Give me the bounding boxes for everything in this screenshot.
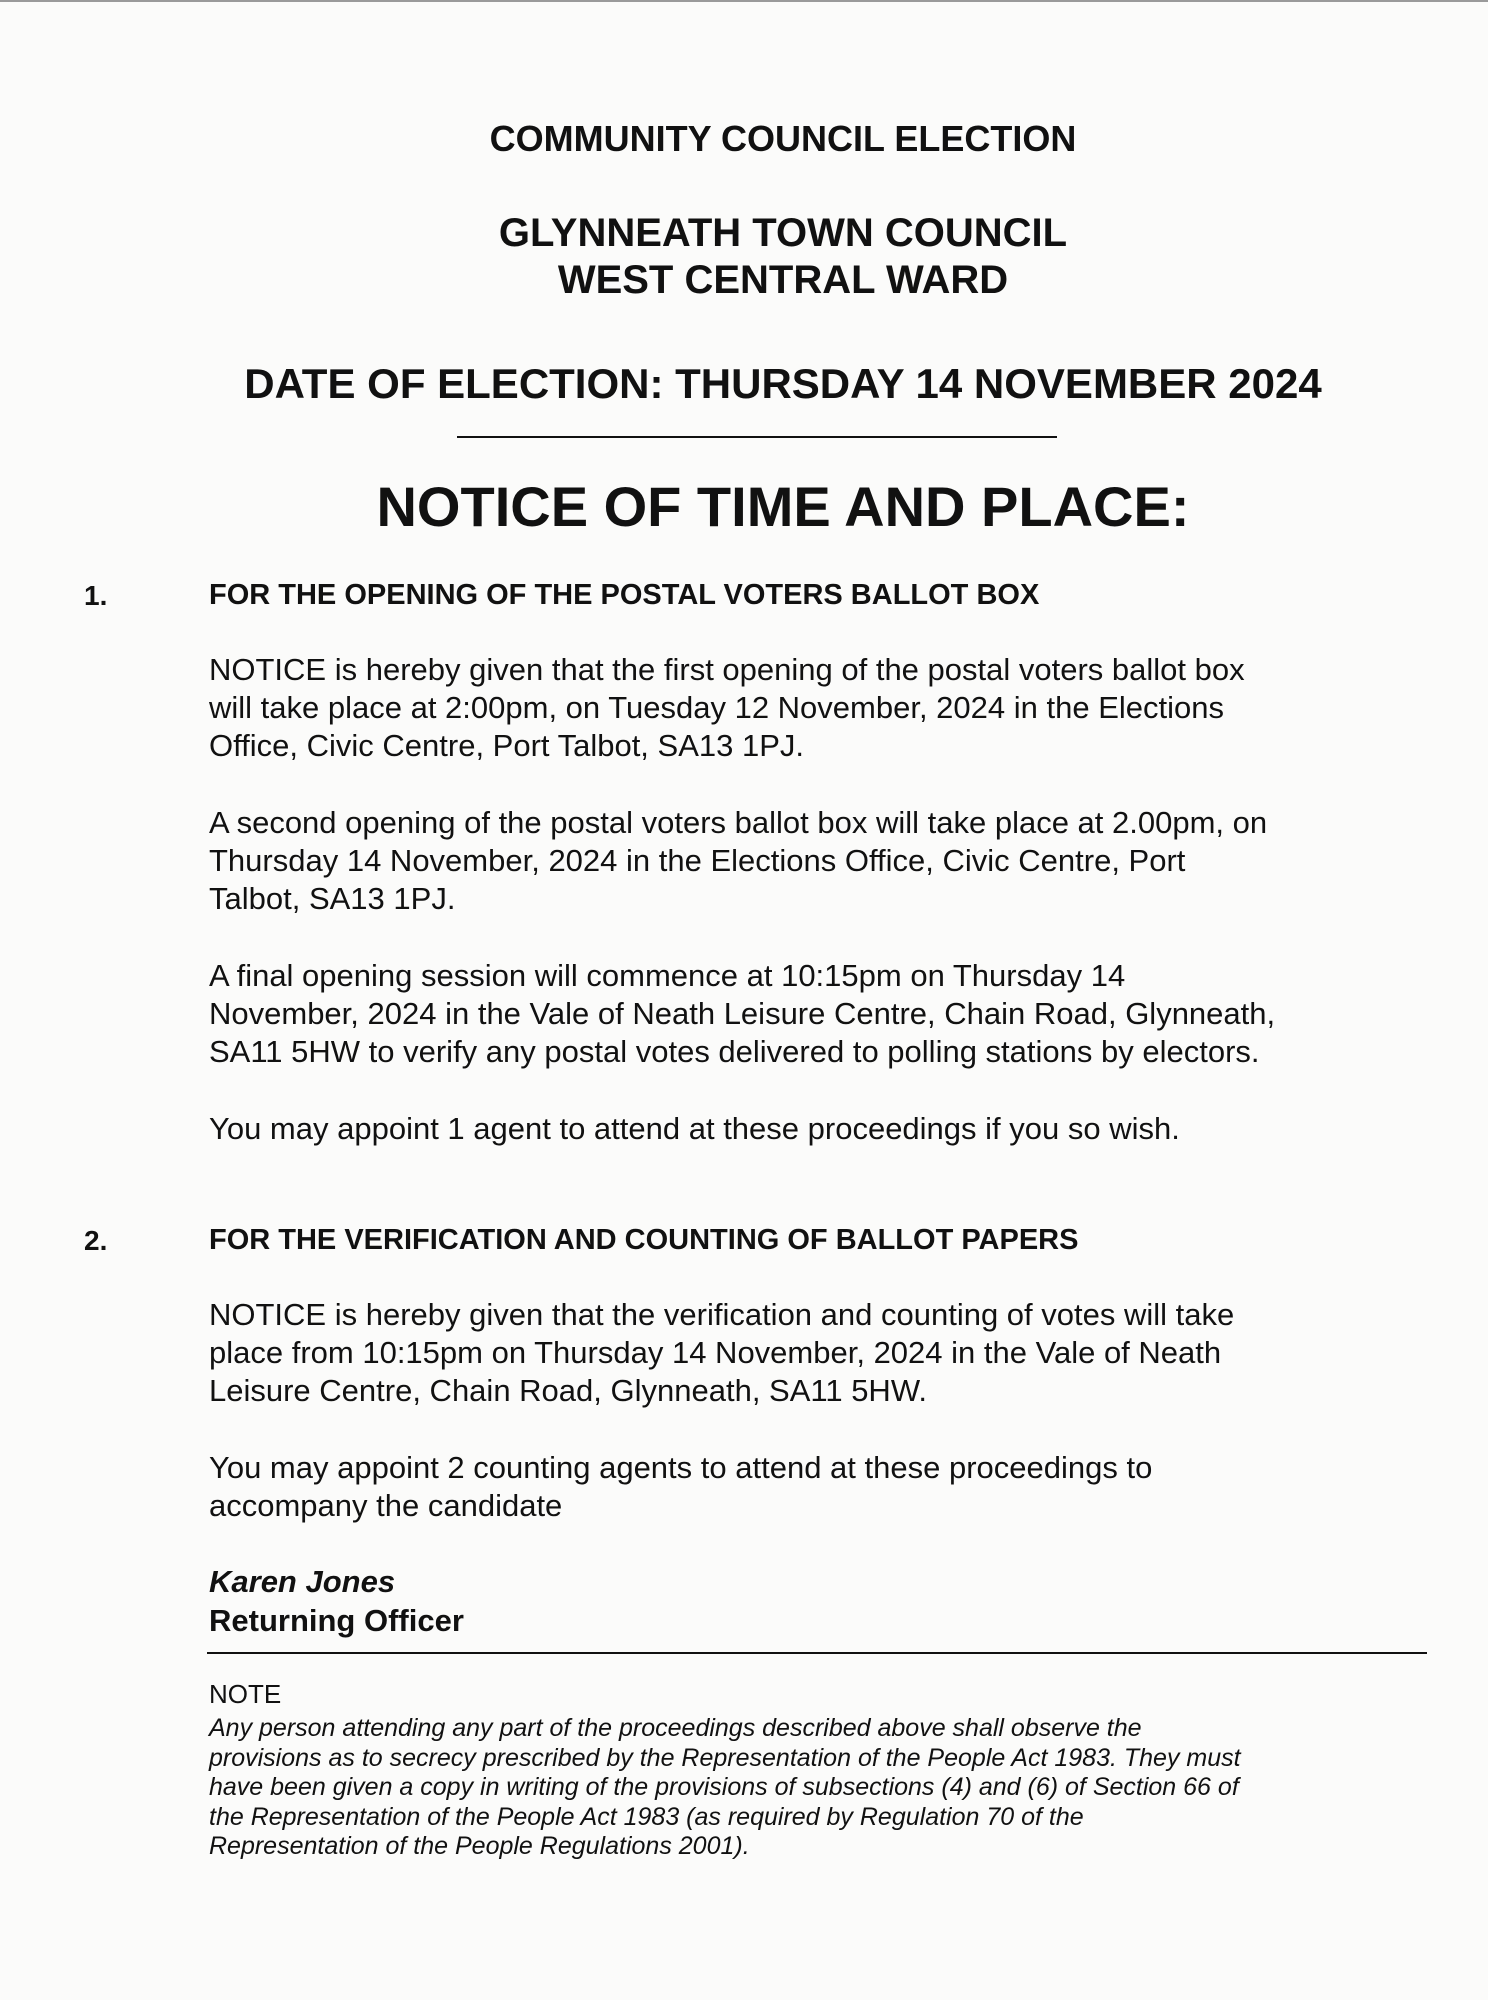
section-1-paragraph-2: A second opening of the postal voters ballot box will take place at 2.00pm, on Thursday 14 November, 2024 in the Elections Office, Civic Centre, Port Talbot, SA13 1PJ. [209, 805, 1268, 916]
section-2-number: 2. [84, 1225, 108, 1256]
note-label: NOTE [209, 1679, 282, 1709]
council-name-heading [0, 210, 1488, 304]
section-2-paragraph-1: NOTICE is hereby given that the verification and counting of votes will take place from 10:15pm on Thursday 14 November, 2024 in the Vale of Neath Leisure Centre, Chain Road, Glynneath, SA11 5HW. [209, 1297, 1235, 1408]
signatory-name: Karen Jones [209, 1564, 396, 1599]
section-2-paragraph-2: You may appoint 2 counting agents to attend at these proceedings to accompany the candidate [209, 1450, 1153, 1523]
section-2-heading: FOR THE VERIFICATION AND COUNTING OF BALLOT PAPERS [209, 1224, 1079, 1256]
page-top-edge [0, 0, 1488, 2]
section-1-paragraph-4: You may appoint 1 agent to attend at these proceedings if you so wish. [209, 1111, 1180, 1146]
signatory-role: Returning Officer [209, 1603, 464, 1638]
section-1-number: 1. [84, 580, 108, 611]
section-1-paragraph-3: A final opening session will commence at 10:15pm on Thursday 14 November, 2024 in the Vale of Neath Leisure Centre, Chain Road, Glynneath, SA11 5HW to verify any postal votes delivered to polling stations by electors. [209, 958, 1276, 1069]
section-1-heading: FOR THE OPENING OF THE POSTAL VOTERS BALLOT BOX [209, 579, 1040, 611]
council-name: GLYNNEATH TOWN COUNCIL [498, 211, 1068, 255]
note-divider [207, 1652, 1427, 1654]
title-divider [457, 436, 1057, 438]
election-type-heading: COMMUNITY COUNCIL ELECTION [489, 118, 1077, 159]
section-1-paragraph-1: NOTICE is hereby given that the first opening of the postal voters ballot box will take place at 2:00pm, on Tuesday 12 November, 2024 in the Elections Office, Civic Centre, Port Talbot, SA13 1PJ. [209, 652, 1245, 763]
note-text: Any person attending any part of the proceedings described above shall observe the provisions as to secrecy prescribed by the Representation of the People Act 1983. They must have been given a copy in writing of the provisions of subsections (4) and (6) of Section 66 of the Representation of the People Act 1983 (as required by Regulation 70 of the Representation of the People Regulations 2001). [209, 1714, 1241, 1860]
election-date-heading: DATE OF ELECTION: THURSDAY 14 NOVEMBER 2024 [244, 360, 1322, 407]
notice-title: NOTICE OF TIME AND PLACE: [376, 475, 1190, 538]
ward-name: WEST CENTRAL WARD [557, 258, 1009, 302]
